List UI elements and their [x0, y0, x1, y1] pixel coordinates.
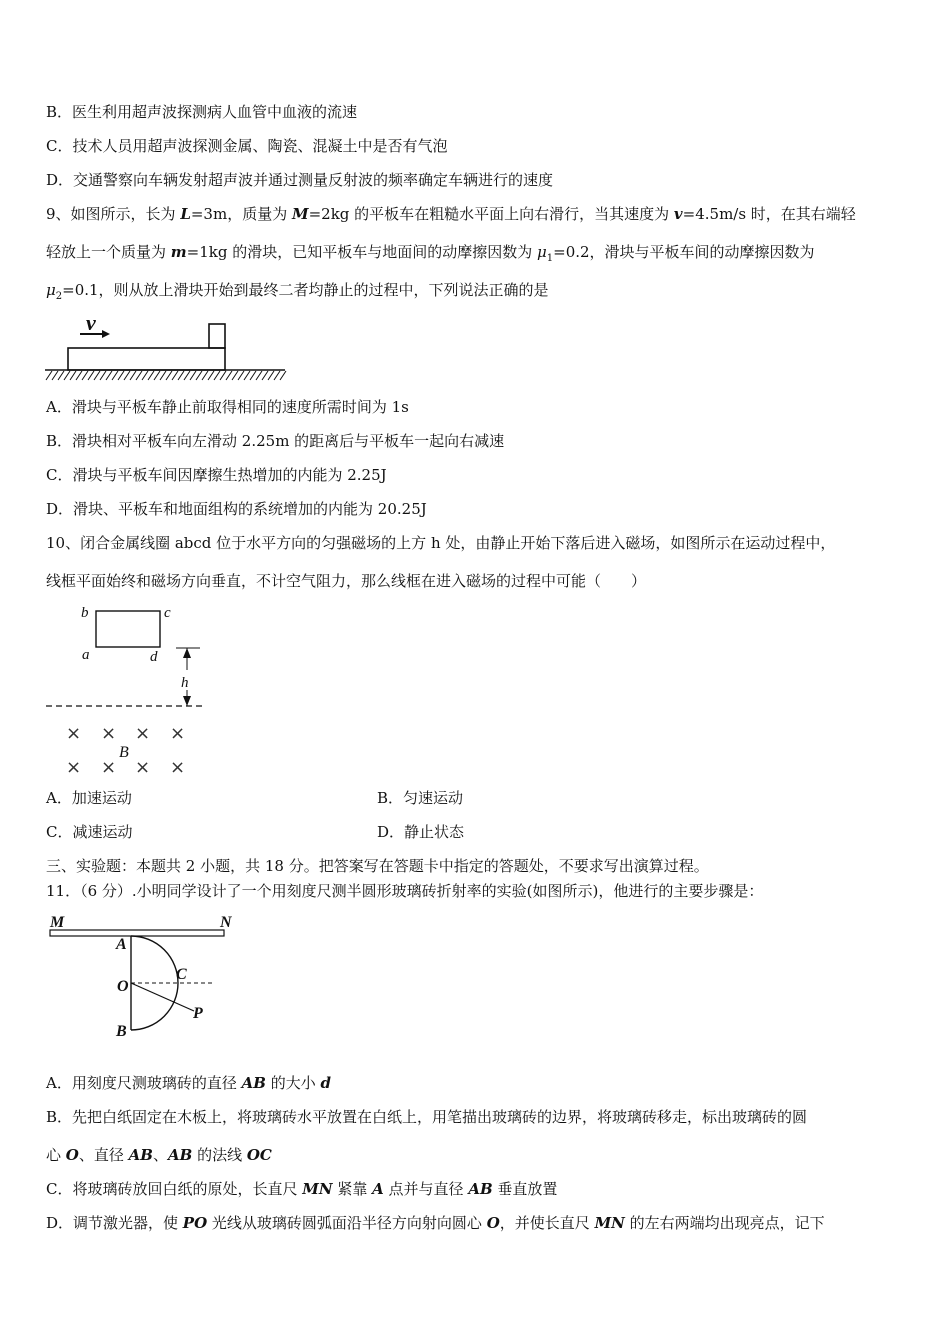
- cart-board: [68, 348, 225, 370]
- svg-text:O: O: [117, 978, 129, 995]
- svg-text:×: ×: [66, 757, 82, 778]
- coil-rectangle: [96, 611, 160, 647]
- q11-step-c: C．将玻璃砖放回白纸的原处，长直尺 MN 紧靠 A 点并与直径 AB 垂直放置: [46, 1180, 558, 1198]
- svg-text:C: C: [176, 966, 187, 983]
- q9-stem-line-3: $\mu_2=0.1$，则从放上滑块开始到最终二者均静止的过程中，下列说法正确的是: [46, 281, 549, 302]
- q10-stem-line-2: 线框平面始终和磁场方向垂直，不计空气阻力，那么线框在进入磁场的过程中可能（ ）: [46, 572, 647, 590]
- q8-option-b: B．医生利用超声波探测病人血管中血液的流速: [46, 103, 358, 121]
- q10-option-c: C．减速运动: [46, 823, 133, 841]
- svg-text:×: ×: [170, 757, 186, 778]
- q11-glass-figure: [44, 908, 244, 1043]
- svg-text:×: ×: [101, 723, 117, 744]
- q10-stem-line-1: 10、闭合金属线圈 abcd 位于水平方向的匀强磁场的上方 h 处，由静止开始下落后进入磁场，如图所示在运动过程中，: [46, 534, 836, 552]
- q11-step-a: A．用刻度尺测玻璃砖的直径 AB 的大小 d: [46, 1074, 331, 1092]
- q9-cart-figure: [44, 308, 290, 388]
- svg-text:A: A: [116, 936, 127, 953]
- velocity-label: v: [86, 310, 96, 335]
- q10-option-b: B．匀速运动: [377, 789, 464, 807]
- svg-text:×: ×: [135, 757, 151, 778]
- svg-text:×: ×: [170, 723, 186, 744]
- slider-block: [209, 324, 225, 348]
- ruler-mn: [50, 930, 224, 936]
- svg-text:c: c: [164, 605, 171, 621]
- q9-option-c: C．滑块与平板车间因摩擦生热增加的内能为 2.25J: [46, 466, 387, 484]
- q9-stem-line-1: 9、如图所示，长为 L=3m，质量为 M=2kg 的平板车在粗糙水平面上向右滑行，当其速度为 v=4.5m/s 时，在其右端轻: [46, 205, 856, 223]
- section-3-heading: 三、实验题：本题共 2 小题，共 18 分。把答案写在答题卡中指定的答题处，不要求写出演算过程。: [46, 857, 709, 875]
- q11-step-b-line-2: 心 O、直径 AB、AB 的法线 OC: [46, 1146, 272, 1164]
- svg-text:×: ×: [101, 757, 117, 778]
- svg-text:M: M: [50, 914, 65, 931]
- svg-text:b: b: [81, 605, 89, 621]
- svg-text:P: P: [193, 1005, 203, 1022]
- svg-text:×: ×: [66, 723, 82, 744]
- svg-text:×: ×: [135, 723, 151, 744]
- field-label: B: [119, 744, 129, 761]
- svg-text:d: d: [150, 649, 158, 665]
- q9-option-a: A．滑块与平板车静止前取得相同的速度所需时间为 1s: [46, 398, 409, 416]
- q9-option-d: D．滑块、平板车和地面组构的系统增加的内能为 20.25J: [46, 500, 427, 518]
- q11-step-b-line-1: B．先把白纸固定在木板上，将玻璃砖水平放置在白纸上，用笔描出玻璃砖的边界，将玻璃砖移走，标出玻璃砖的圆: [46, 1108, 808, 1126]
- q9-option-b: B．滑块相对平板车向左滑动 2.25m 的距离后与平板车一起向右减速: [46, 432, 505, 450]
- height-label: h: [181, 675, 189, 691]
- q8-option-d: D．交通警察向车辆发射超声波并通过测量反射波的频率确定车辆进行的速度: [46, 171, 554, 189]
- q9-stem-line-2: 轻放上一个质量为 m=1kg 的滑块，已知平板车与地面间的动摩擦因数为 $\mu_1=0.2$，滑块与平板车间的动摩擦因数为: [46, 243, 815, 264]
- svg-text:B: B: [116, 1023, 127, 1040]
- q10-option-a: A．加速运动: [46, 789, 132, 807]
- svg-text:N: N: [220, 914, 232, 931]
- q10-option-d: D．静止状态: [377, 823, 465, 841]
- q10-coil-figure: [44, 600, 214, 782]
- q11-stem: 11．（6 分）.小明同学设计了一个用刻度尺测半圆形玻璃砖折射率的实验(如图所示)，他进行的主要步骤是：: [46, 882, 764, 900]
- svg-text:a: a: [82, 647, 90, 663]
- q8-option-c: C．技术人员用超声波探测金属、陶瓷、混凝土中是否有气泡: [46, 137, 448, 155]
- q11-step-d: D．调节激光器，使 PO 光线从玻璃砖圆弧面沿半径方向射向圆心 O，并使长直尺 MN 的左右两端均出现亮点，记下: [46, 1214, 825, 1232]
